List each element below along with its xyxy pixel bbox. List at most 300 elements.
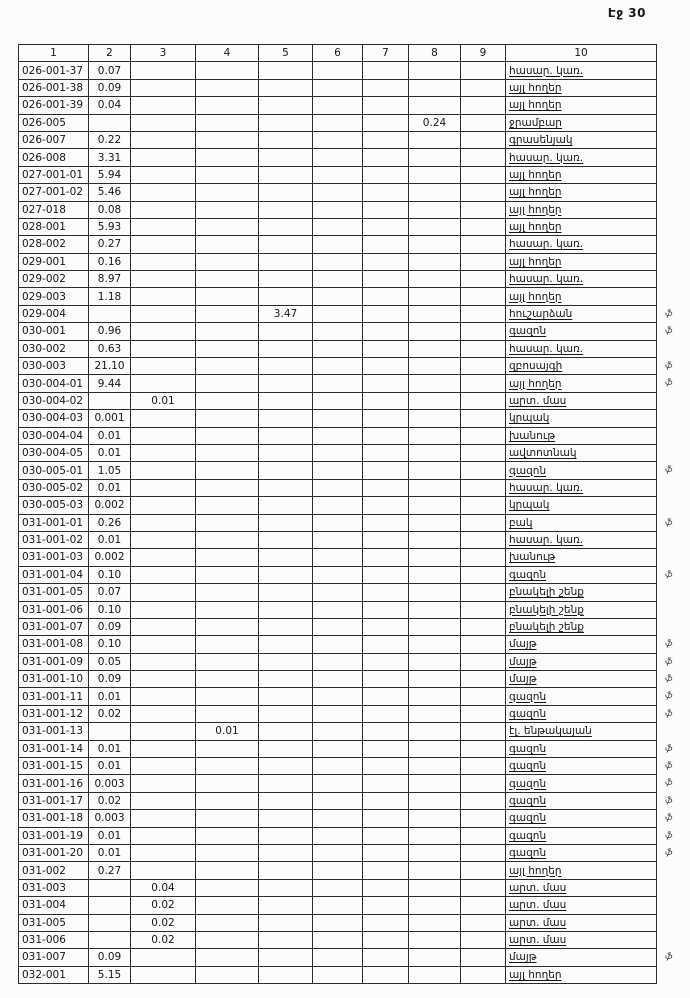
empty-cell bbox=[461, 149, 506, 166]
empty-cell bbox=[259, 323, 313, 340]
land-use-cell bbox=[506, 792, 674, 809]
land-use-cell bbox=[506, 114, 657, 131]
land-use-label: արտ. մաս bbox=[509, 394, 567, 407]
land-use-cell bbox=[506, 427, 657, 444]
empty-cell bbox=[131, 531, 196, 548]
parcel-code-cell: 031-001-06 bbox=[19, 601, 89, 618]
empty-cell bbox=[409, 740, 461, 757]
empty-cell bbox=[131, 792, 196, 809]
land-use-label: բնակելի շենք bbox=[509, 621, 584, 634]
table-row bbox=[19, 966, 657, 983]
empty-cell bbox=[131, 497, 196, 514]
empty-cell bbox=[461, 810, 506, 827]
empty-cell bbox=[313, 166, 363, 183]
empty-cell bbox=[461, 897, 506, 914]
empty-cell bbox=[259, 758, 313, 775]
empty-cell bbox=[313, 410, 363, 427]
empty-cell bbox=[461, 166, 506, 183]
table-row bbox=[19, 601, 657, 618]
empty-cell bbox=[259, 914, 313, 931]
empty-cell bbox=[259, 862, 313, 879]
empty-cell bbox=[313, 705, 363, 722]
area-value-cell: 5.93 bbox=[89, 218, 131, 235]
empty-cell bbox=[409, 462, 461, 479]
empty-cell bbox=[131, 758, 196, 775]
land-use-label: գազոն bbox=[509, 568, 547, 581]
empty-cell bbox=[409, 410, 461, 427]
empty-cell bbox=[461, 566, 506, 583]
area-value-cell: 0.02 bbox=[131, 931, 196, 948]
table-row bbox=[19, 775, 657, 792]
empty-cell bbox=[363, 549, 409, 566]
empty-cell bbox=[461, 671, 506, 688]
empty-cell bbox=[461, 723, 506, 740]
empty-cell bbox=[409, 792, 461, 809]
empty-cell bbox=[313, 79, 363, 96]
table-row bbox=[19, 97, 657, 114]
table-row bbox=[19, 375, 657, 392]
land-use-label: այլ հողեր bbox=[509, 99, 562, 112]
land-use-label: այլ հողեր bbox=[509, 221, 562, 234]
table-row bbox=[19, 636, 657, 653]
parcel-code-cell: 031-001-14 bbox=[19, 740, 89, 757]
empty-cell bbox=[196, 827, 259, 844]
land-use-cell bbox=[506, 618, 657, 635]
empty-cell bbox=[313, 444, 363, 461]
land-use-cell bbox=[506, 149, 657, 166]
land-use-cell bbox=[506, 688, 674, 705]
empty-cell bbox=[461, 358, 506, 375]
area-value-cell: 5.15 bbox=[89, 966, 131, 983]
parcel-code-cell: 031-001-18 bbox=[19, 810, 89, 827]
area-value-cell: 0.10 bbox=[89, 566, 131, 583]
land-use-label: կրպակ bbox=[509, 412, 550, 425]
empty-cell bbox=[363, 862, 409, 879]
empty-cell bbox=[259, 688, 313, 705]
empty-cell bbox=[89, 305, 131, 322]
empty-cell bbox=[461, 375, 506, 392]
empty-cell bbox=[196, 97, 259, 114]
empty-cell bbox=[259, 775, 313, 792]
empty-cell bbox=[196, 549, 259, 566]
empty-cell bbox=[131, 236, 196, 253]
empty-cell bbox=[313, 966, 363, 983]
empty-cell bbox=[313, 688, 363, 705]
empty-cell bbox=[196, 497, 259, 514]
empty-cell bbox=[363, 62, 409, 79]
column-header: 6 bbox=[313, 45, 363, 62]
table-row bbox=[19, 288, 657, 305]
empty-cell bbox=[196, 914, 259, 931]
empty-cell bbox=[313, 723, 363, 740]
empty-cell bbox=[131, 688, 196, 705]
margin-annotation: ֆ bbox=[664, 829, 674, 842]
empty-cell bbox=[131, 966, 196, 983]
empty-cell bbox=[409, 775, 461, 792]
land-use-label: գազոն bbox=[509, 708, 547, 720]
empty-cell bbox=[89, 914, 131, 931]
empty-cell bbox=[409, 218, 461, 235]
empty-cell bbox=[409, 879, 461, 896]
parcel-code-cell: 029-004 bbox=[19, 305, 89, 322]
table-row bbox=[19, 79, 657, 96]
column-header: 4 bbox=[196, 45, 259, 62]
parcel-code-cell: 031-001-07 bbox=[19, 618, 89, 635]
empty-cell bbox=[461, 236, 506, 253]
empty-cell bbox=[461, 914, 506, 931]
empty-cell bbox=[363, 114, 409, 131]
empty-cell bbox=[409, 705, 461, 722]
empty-cell bbox=[409, 444, 461, 461]
land-use-cell bbox=[506, 949, 674, 966]
area-value-cell: 5.46 bbox=[89, 184, 131, 201]
margin-annotation: ֆ bbox=[664, 360, 674, 372]
table-row bbox=[19, 271, 657, 288]
table-row bbox=[19, 392, 657, 409]
empty-cell bbox=[363, 601, 409, 618]
land-use-cell bbox=[506, 897, 657, 914]
empty-cell bbox=[409, 184, 461, 201]
margin-annotation: ֆ bbox=[664, 377, 674, 390]
land-use-label: այլ հողեր bbox=[509, 81, 562, 94]
empty-cell bbox=[131, 271, 196, 288]
parcel-code-cell: 026-001-37 bbox=[19, 62, 89, 79]
empty-cell bbox=[409, 758, 461, 775]
land-use-cell bbox=[506, 392, 657, 409]
empty-cell bbox=[131, 184, 196, 201]
parcel-code-cell: 031-001-08 bbox=[19, 636, 89, 653]
empty-cell bbox=[259, 705, 313, 722]
empty-cell bbox=[313, 97, 363, 114]
land-use-label: էլ. ենթակայան bbox=[509, 725, 592, 738]
land-use-cell bbox=[506, 497, 657, 514]
empty-cell bbox=[363, 444, 409, 461]
land-use-cell bbox=[506, 271, 657, 288]
empty-cell bbox=[131, 358, 196, 375]
empty-cell bbox=[196, 253, 259, 270]
table-row bbox=[19, 549, 657, 566]
empty-cell bbox=[196, 79, 259, 96]
empty-cell bbox=[409, 827, 461, 844]
empty-cell bbox=[363, 810, 409, 827]
area-value-cell: 0.63 bbox=[89, 340, 131, 357]
land-use-label: խանութ bbox=[509, 429, 556, 442]
parcel-code-cell: 030-004-02 bbox=[19, 392, 89, 409]
area-value-cell: 0.10 bbox=[89, 636, 131, 653]
empty-cell bbox=[461, 966, 506, 983]
empty-cell bbox=[363, 740, 409, 757]
parcel-code-cell: 031-001-11 bbox=[19, 688, 89, 705]
parcel-code-cell: 030-001 bbox=[19, 323, 89, 340]
empty-cell bbox=[461, 288, 506, 305]
empty-cell bbox=[196, 653, 259, 670]
area-value-cell: 0.001 bbox=[89, 410, 131, 427]
empty-cell bbox=[461, 601, 506, 618]
empty-cell bbox=[259, 810, 313, 827]
table-row bbox=[19, 531, 657, 548]
empty-cell bbox=[409, 427, 461, 444]
empty-cell bbox=[196, 688, 259, 705]
empty-cell bbox=[313, 375, 363, 392]
table-row bbox=[19, 688, 657, 705]
area-value-cell: 0.04 bbox=[131, 879, 196, 896]
table-row bbox=[19, 827, 657, 844]
table-row bbox=[19, 914, 657, 931]
parcel-code-cell: 029-002 bbox=[19, 271, 89, 288]
empty-cell bbox=[313, 636, 363, 653]
empty-cell bbox=[461, 618, 506, 635]
empty-cell bbox=[409, 931, 461, 948]
empty-cell bbox=[363, 531, 409, 548]
land-use-cell bbox=[506, 218, 657, 235]
area-value-cell: 0.01 bbox=[89, 444, 131, 461]
empty-cell bbox=[461, 271, 506, 288]
empty-cell bbox=[313, 897, 363, 914]
empty-cell bbox=[259, 410, 313, 427]
land-use-label: հասար. կառ. bbox=[509, 481, 584, 494]
empty-cell bbox=[196, 531, 259, 548]
empty-cell bbox=[131, 862, 196, 879]
empty-cell bbox=[196, 288, 259, 305]
empty-cell bbox=[461, 340, 506, 357]
parcel-code-cell: 026-007 bbox=[19, 131, 89, 148]
empty-cell bbox=[363, 584, 409, 601]
empty-cell bbox=[363, 236, 409, 253]
empty-cell bbox=[259, 253, 313, 270]
table-row bbox=[19, 497, 657, 514]
table-row bbox=[19, 184, 657, 201]
empty-cell bbox=[259, 358, 313, 375]
empty-cell bbox=[313, 427, 363, 444]
land-use-label: գազոն bbox=[509, 742, 547, 755]
empty-cell bbox=[461, 775, 506, 792]
empty-cell bbox=[196, 236, 259, 253]
empty-cell bbox=[363, 218, 409, 235]
empty-cell bbox=[196, 184, 259, 201]
empty-cell bbox=[409, 862, 461, 879]
empty-cell bbox=[196, 636, 259, 653]
parcel-code-cell: 031-001-13 bbox=[19, 723, 89, 740]
parcel-code-cell: 027-001-01 bbox=[19, 166, 89, 183]
empty-cell bbox=[259, 723, 313, 740]
empty-cell bbox=[131, 636, 196, 653]
empty-cell bbox=[131, 201, 196, 218]
table-row bbox=[19, 358, 657, 375]
empty-cell bbox=[313, 305, 363, 322]
land-use-cell bbox=[506, 879, 657, 896]
land-use-label: արտ. մաս bbox=[509, 934, 567, 947]
page-number-label: Էջ 30 bbox=[607, 6, 646, 20]
parcel-code-cell: 032-001 bbox=[19, 966, 89, 983]
land-use-cell bbox=[506, 862, 657, 879]
parcel-code-cell: 031-001-17 bbox=[19, 792, 89, 809]
empty-cell bbox=[461, 114, 506, 131]
land-use-label: գազոն bbox=[509, 812, 547, 825]
empty-cell bbox=[363, 253, 409, 270]
empty-cell bbox=[313, 201, 363, 218]
margin-annotation: ֆ bbox=[664, 742, 674, 755]
area-value-cell: 0.01 bbox=[131, 392, 196, 409]
area-value-cell: 0.09 bbox=[89, 949, 131, 966]
empty-cell bbox=[409, 201, 461, 218]
parcel-code-cell: 031-006 bbox=[19, 931, 89, 948]
empty-cell bbox=[259, 201, 313, 218]
empty-cell bbox=[363, 358, 409, 375]
empty-cell bbox=[363, 410, 409, 427]
land-use-label: այլ հողեր bbox=[509, 186, 562, 199]
margin-annotation: ֆ bbox=[664, 760, 674, 772]
parcel-code-cell: 031-001-10 bbox=[19, 671, 89, 688]
empty-cell bbox=[363, 79, 409, 96]
empty-cell bbox=[259, 149, 313, 166]
empty-cell bbox=[409, 479, 461, 496]
table-row bbox=[19, 566, 657, 583]
parcel-code-cell: 029-003 bbox=[19, 288, 89, 305]
area-value-cell: 0.09 bbox=[89, 79, 131, 96]
land-use-label: հուշարձան bbox=[509, 308, 573, 321]
empty-cell bbox=[313, 862, 363, 879]
land-use-cell bbox=[506, 305, 674, 322]
empty-cell bbox=[409, 531, 461, 548]
empty-cell bbox=[461, 62, 506, 79]
table-row bbox=[19, 618, 657, 635]
empty-cell bbox=[363, 758, 409, 775]
area-value-cell: 0.27 bbox=[89, 236, 131, 253]
empty-cell bbox=[196, 427, 259, 444]
empty-cell bbox=[409, 653, 461, 670]
empty-cell bbox=[313, 879, 363, 896]
empty-cell bbox=[313, 479, 363, 496]
area-value-cell: 0.002 bbox=[89, 497, 131, 514]
empty-cell bbox=[131, 775, 196, 792]
empty-cell bbox=[363, 392, 409, 409]
empty-cell bbox=[131, 671, 196, 688]
table-row bbox=[19, 897, 657, 914]
empty-cell bbox=[196, 601, 259, 618]
land-use-label: հասար. կառ. bbox=[509, 151, 584, 164]
empty-cell bbox=[409, 271, 461, 288]
empty-cell bbox=[196, 775, 259, 792]
table-row bbox=[19, 949, 657, 966]
land-use-cell bbox=[506, 166, 657, 183]
empty-cell bbox=[259, 392, 313, 409]
margin-annotation: ֆ bbox=[664, 656, 674, 668]
land-use-cell bbox=[506, 705, 674, 722]
empty-cell bbox=[196, 166, 259, 183]
parcel-code-cell: 030-002 bbox=[19, 340, 89, 357]
area-value-cell: 0.10 bbox=[89, 601, 131, 618]
parcel-code-cell: 031-001-16 bbox=[19, 775, 89, 792]
area-value-cell: 0.01 bbox=[196, 723, 259, 740]
parcel-code-cell: 031-001-15 bbox=[19, 758, 89, 775]
empty-cell bbox=[196, 131, 259, 148]
empty-cell bbox=[196, 375, 259, 392]
land-use-cell bbox=[506, 288, 657, 305]
land-use-label: ավտոտնակ bbox=[509, 447, 577, 460]
empty-cell bbox=[409, 131, 461, 148]
empty-cell bbox=[363, 462, 409, 479]
land-use-cell bbox=[506, 462, 674, 479]
land-use-cell bbox=[506, 966, 657, 983]
empty-cell bbox=[89, 879, 131, 896]
empty-cell bbox=[363, 775, 409, 792]
land-use-cell bbox=[506, 549, 657, 566]
empty-cell bbox=[461, 444, 506, 461]
land-use-label: խանութ bbox=[509, 551, 556, 564]
empty-cell bbox=[259, 792, 313, 809]
empty-cell bbox=[409, 375, 461, 392]
empty-cell bbox=[131, 653, 196, 670]
empty-cell bbox=[259, 218, 313, 235]
empty-cell bbox=[131, 844, 196, 861]
empty-cell bbox=[89, 392, 131, 409]
empty-cell bbox=[313, 253, 363, 270]
empty-cell bbox=[259, 514, 313, 531]
land-use-cell bbox=[506, 775, 674, 792]
area-value-cell: 8.97 bbox=[89, 271, 131, 288]
empty-cell bbox=[259, 427, 313, 444]
empty-cell bbox=[131, 427, 196, 444]
empty-cell bbox=[259, 601, 313, 618]
table-row bbox=[19, 236, 657, 253]
land-use-label: այլ հողեր bbox=[509, 255, 562, 268]
empty-cell bbox=[363, 201, 409, 218]
land-use-cell bbox=[506, 914, 657, 931]
empty-cell bbox=[409, 236, 461, 253]
table-row bbox=[19, 671, 657, 688]
empty-cell bbox=[313, 218, 363, 235]
area-value-cell: 0.003 bbox=[89, 810, 131, 827]
area-value-cell: 0.02 bbox=[89, 705, 131, 722]
margin-annotation: ֆ bbox=[664, 690, 674, 703]
empty-cell bbox=[259, 740, 313, 757]
empty-cell bbox=[363, 688, 409, 705]
column-header: 5 bbox=[259, 45, 313, 62]
empty-cell bbox=[196, 862, 259, 879]
land-use-label: բնակելի շենք bbox=[509, 603, 584, 616]
land-use-label: հասար. կառ. bbox=[509, 273, 584, 286]
empty-cell bbox=[363, 497, 409, 514]
empty-cell bbox=[313, 914, 363, 931]
empty-cell bbox=[259, 653, 313, 670]
empty-cell bbox=[131, 149, 196, 166]
empty-cell bbox=[259, 618, 313, 635]
empty-cell bbox=[461, 97, 506, 114]
column-header: 10 bbox=[506, 45, 657, 62]
empty-cell bbox=[196, 584, 259, 601]
empty-cell bbox=[461, 653, 506, 670]
margin-annotation: ֆ bbox=[664, 777, 674, 790]
area-value-cell: 0.24 bbox=[409, 114, 461, 131]
empty-cell bbox=[409, 392, 461, 409]
empty-cell bbox=[363, 97, 409, 114]
empty-cell bbox=[131, 810, 196, 827]
empty-cell bbox=[409, 305, 461, 322]
empty-cell bbox=[131, 79, 196, 96]
empty-cell bbox=[363, 949, 409, 966]
land-use-label: այլ հողեր bbox=[509, 203, 562, 216]
table-row bbox=[19, 410, 657, 427]
land-use-cell bbox=[506, 584, 657, 601]
table-row bbox=[19, 201, 657, 218]
parcel-code-cell: 031-001-05 bbox=[19, 584, 89, 601]
empty-cell bbox=[313, 358, 363, 375]
parcel-code-cell: 030-004-04 bbox=[19, 427, 89, 444]
land-use-label: գազոն bbox=[509, 794, 547, 807]
table-row bbox=[19, 166, 657, 183]
table-row bbox=[19, 758, 657, 775]
empty-cell bbox=[196, 62, 259, 79]
